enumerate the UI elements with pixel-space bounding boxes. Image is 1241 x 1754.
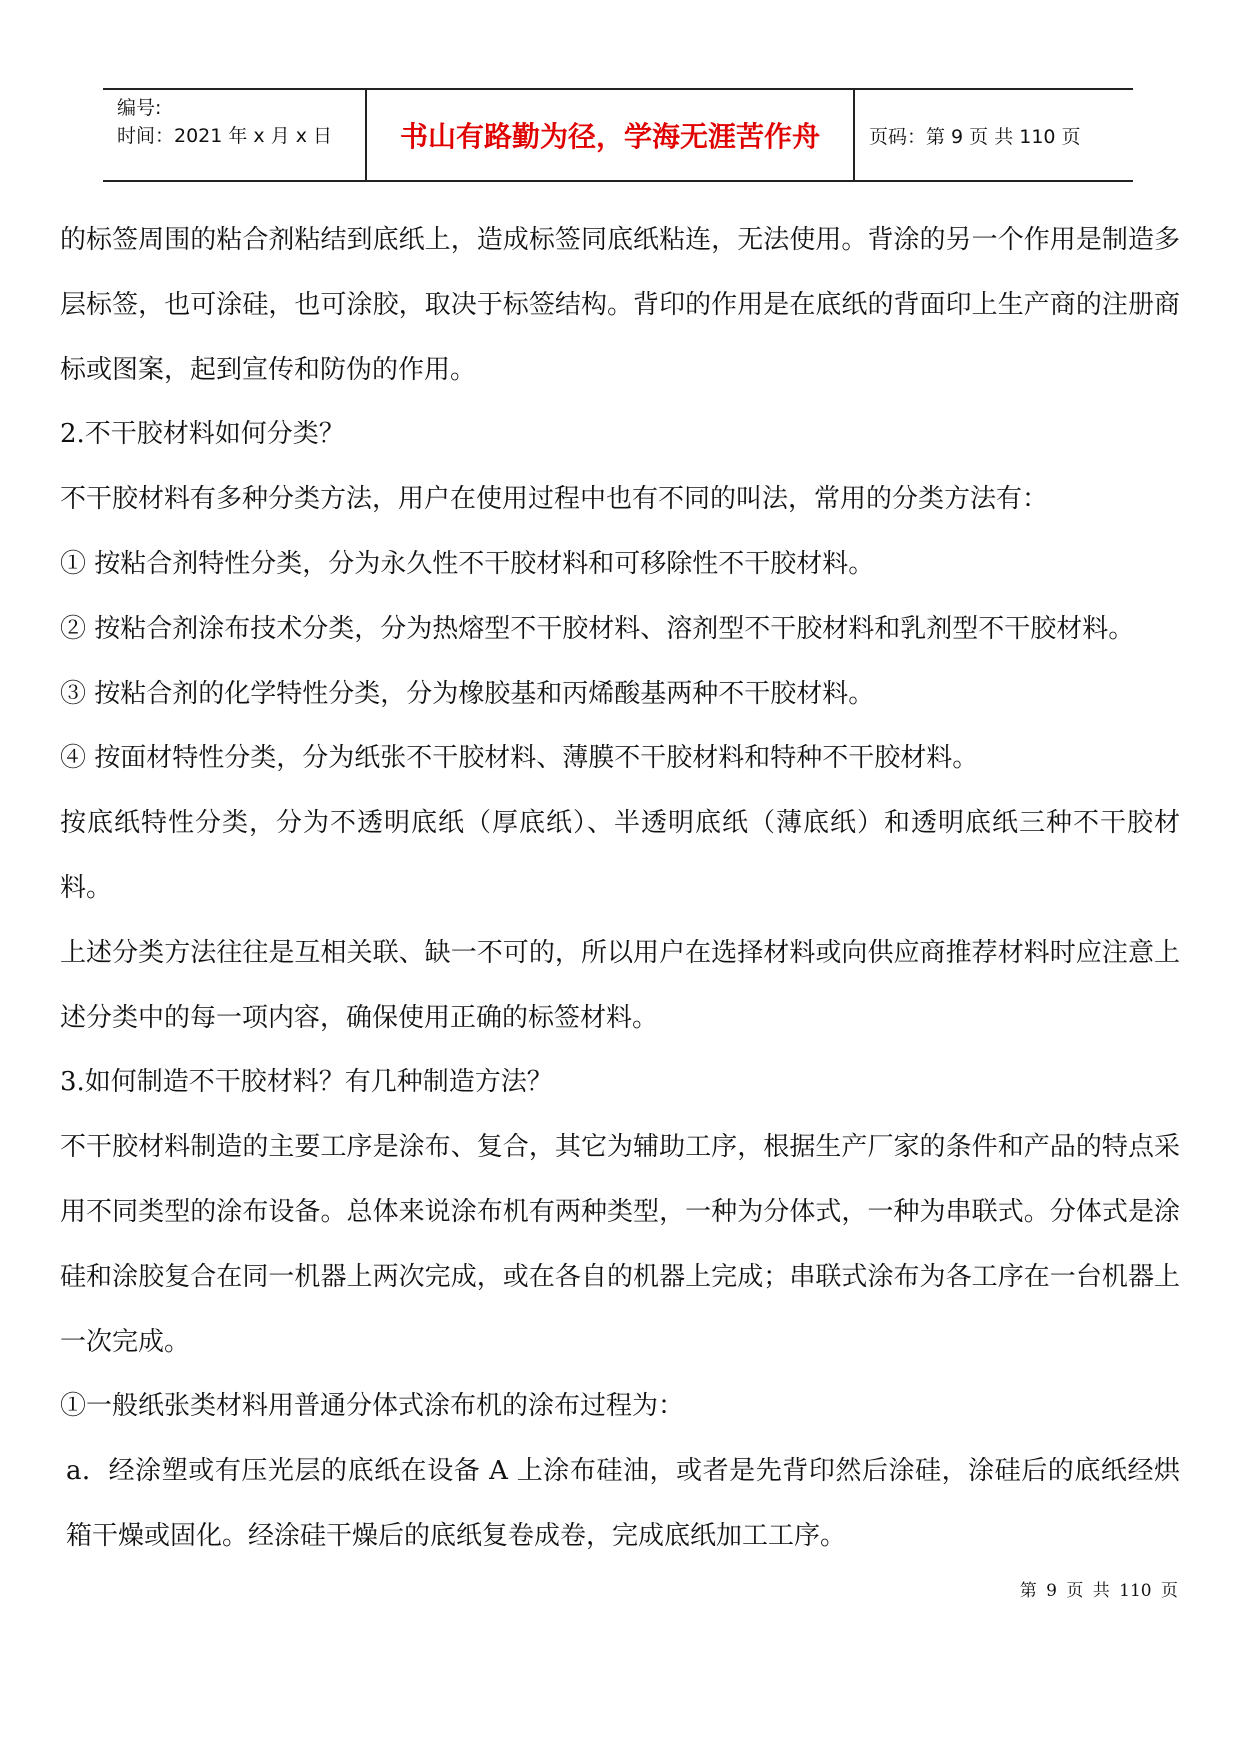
- list-item: ③ 按粘合剂的化学特性分类，分为橡胶基和丙烯酸基两种不干胶材料。: [60, 678, 875, 709]
- list-item: ② 按粘合剂涂布技术分类，分为热熔型不干胶材料、溶剂型不干胶材料和乳剂型不干胶材料。: [60, 613, 1135, 644]
- body-paragraph: 不干胶材料制造的主要工序是涂布、复合，其它为辅助工序，根据生产厂家的条件和产品的特点采用不同类型的涂布设备。总体来说涂布机有两种类型，一种为分体式，一种为串联式。分体式是涂硅和涂胶复合在同一机器上两次完成，或在各自的机器上完成；串联式涂布为各工序在一台机器上一次完成。: [60, 1132, 1180, 1357]
- section-heading: 2.不干胶材料如何分类？: [60, 419, 345, 450]
- header-divider-right: [853, 90, 855, 180]
- section-heading: 3.如何制造不干胶材料？有几种制造方法？: [60, 1067, 553, 1098]
- page-footer: 第 9 页 共 110 页: [1019, 1581, 1178, 1601]
- list-item: ①一般纸张类材料用普通分体式涂布机的涂布过程为：: [60, 1391, 685, 1422]
- body-paragraph: 上述分类方法往往是互相关联、缺一不可的，所以用户在选择材料或向供应商推荐材料时应注意上述分类中的每一项内容，确保使用正确的标签材料。: [60, 937, 1180, 1033]
- header-page-code: 页码：第 9 页 共 110 页: [869, 125, 1081, 148]
- body-paragraph: 不干胶材料有多种分类方法，用户在使用过程中也有不同的叫法，常用的分类方法有：: [60, 484, 1049, 515]
- document-body: [60, 208, 1180, 1569]
- document-time-label: 时间：2021 年 x 月 x 日: [117, 125, 333, 147]
- list-item: ① 按粘合剂特性分类，分为永久性不干胶材料和可移除性不干胶材料。: [60, 548, 875, 579]
- page-header: [103, 88, 1133, 182]
- list-item: a．经涂塑或有压光层的底纸在设备 A 上涂布硅油，或者是先背印然后涂硅，涂硅后的底纸经烘箱干燥或固化。经涂硅干燥后的底纸复卷成卷，完成底纸加工工序。: [66, 1456, 1180, 1551]
- header-meta: [117, 94, 367, 150]
- body-paragraph: 的标签周围的粘合剂粘结到底纸上，造成标签同底纸粘连，无法使用。背涂的另一个作用是制造多层标签，也可涂硅，也可涂胶，取决于标签结构。背印的作用是在底纸的背面印上生产商的注册商标或图案，起到宣传和防伪的作用。: [60, 225, 1180, 385]
- body-paragraph: 按底纸特性分类，分为不透明底纸（厚底纸）、半透明底纸（薄底纸）和透明底纸三种不干胶材料。: [60, 808, 1180, 903]
- list-item: ④ 按面材特性分类，分为纸张不干胶材料、薄膜不干胶材料和特种不干胶材料。: [60, 743, 979, 774]
- header-motto: 书山有路勤为径，学海无涯苦作舟: [399, 120, 820, 153]
- document-number-label: 编号:: [117, 97, 162, 119]
